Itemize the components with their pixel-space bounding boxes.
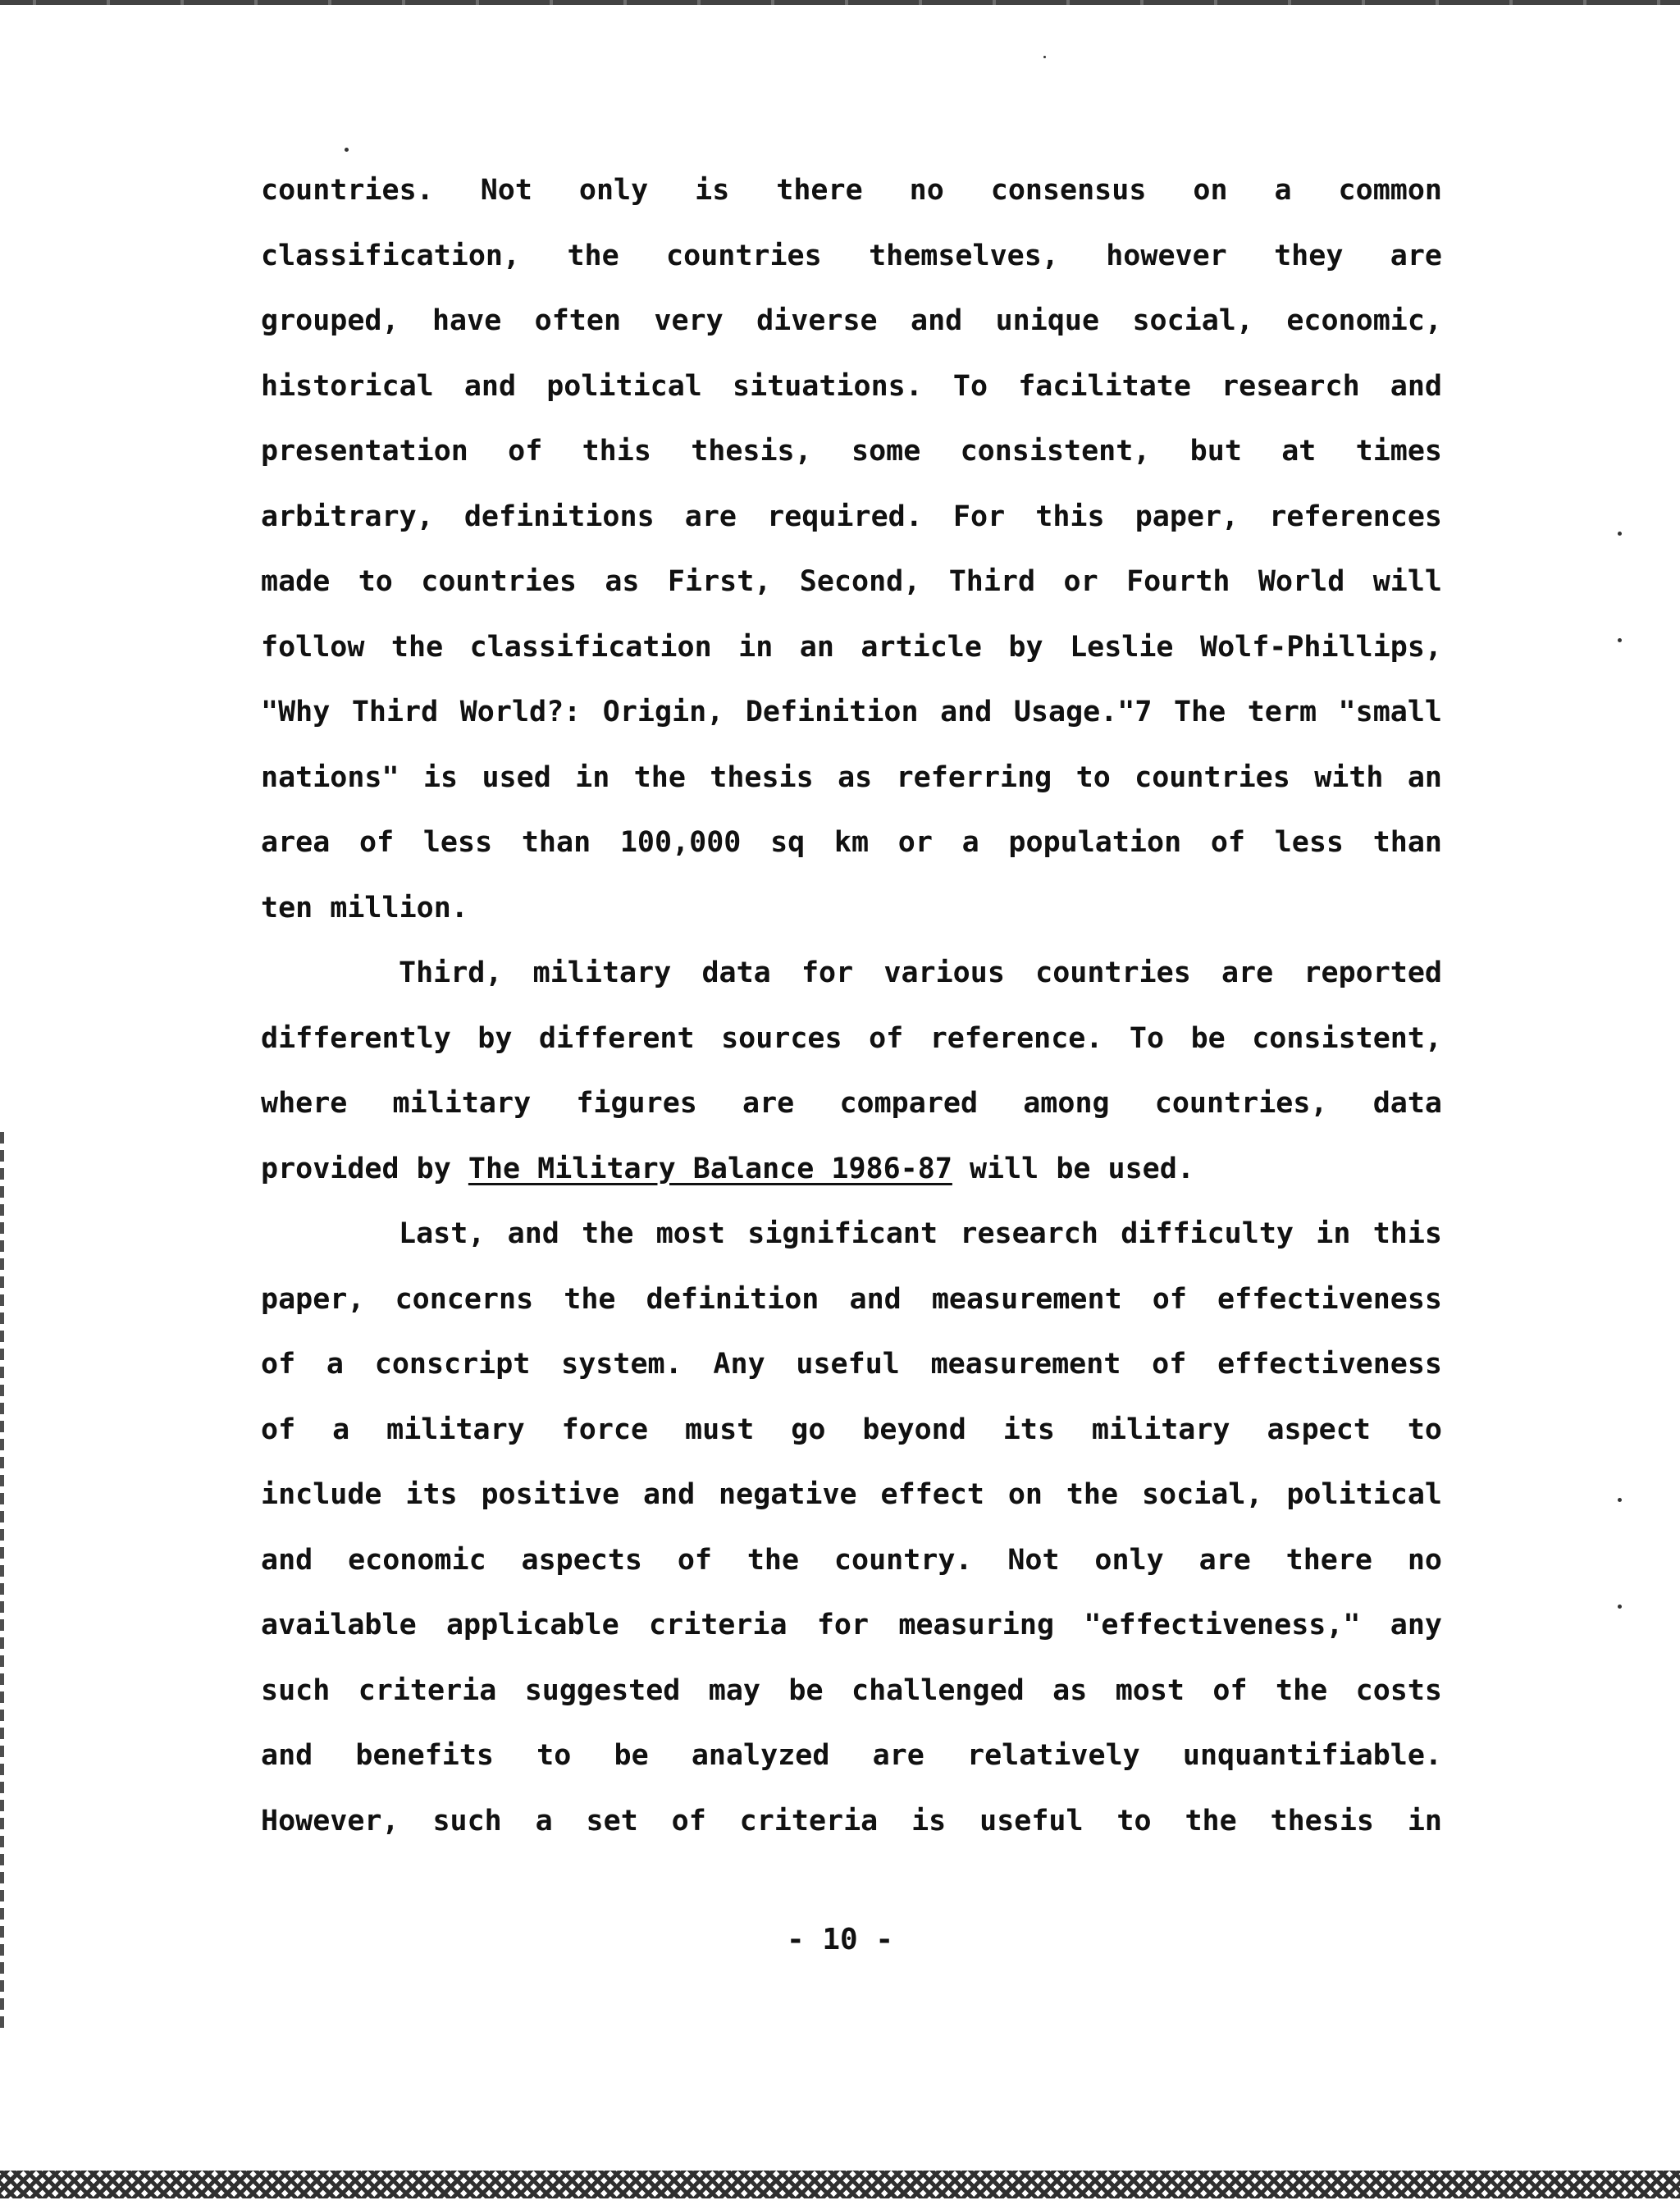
text-line: countries. Not only is there no consensus on a common bbox=[261, 174, 1442, 207]
text-line: such criteria suggested may be challenged as most of the costs bbox=[261, 1673, 1442, 1707]
text-line: historical and political situations. To facilitate research and bbox=[261, 369, 1442, 403]
text-line: include its positive and negative effect on the social, political bbox=[261, 1478, 1442, 1511]
text-fragment: will be used. bbox=[952, 1152, 1194, 1185]
text-line: paper, concerns the definition and measurement of effectiveness bbox=[261, 1282, 1442, 1316]
paragraph-first-line: Third, military data for various countries are reported bbox=[399, 956, 1442, 989]
body-text bbox=[261, 169, 1442, 1865]
scan-speck bbox=[1043, 56, 1046, 58]
scan-top-edge bbox=[0, 0, 1680, 5]
text-line: made to countries as First, Second, Third or Fourth World will bbox=[261, 565, 1442, 598]
text-line: where military figures are compared among countries, data bbox=[261, 1087, 1442, 1120]
text-line-with-title bbox=[261, 1148, 1442, 1213]
text-line: and economic aspects of the country. Not only are there no bbox=[261, 1543, 1442, 1577]
scan-speck bbox=[1618, 1498, 1622, 1502]
text-line: and benefits to be analyzed are relatively unquantifiable. bbox=[261, 1739, 1442, 1772]
text-line: differently by different sources of reference. To be consistent, bbox=[261, 1021, 1442, 1055]
text-line: available applicable criteria for measuring "effectiveness," any bbox=[261, 1609, 1442, 1641]
text-line: ten million. bbox=[261, 891, 468, 924]
paragraph-first-line: Last, and the most significant research difficulty in this bbox=[399, 1217, 1442, 1250]
text-line: nations" is used in the thesis as referring to countries with an bbox=[261, 760, 1442, 794]
text-line: arbitrary, definitions are required. For this paper, references bbox=[261, 500, 1442, 533]
scan-speck bbox=[1618, 532, 1622, 536]
text-line: of a conscript system. Any useful measurement of effectiveness bbox=[261, 1348, 1442, 1381]
scan-bottom-edge bbox=[0, 2171, 1680, 2198]
text-line: area of less than 100,000 sq km or a population of less than bbox=[261, 826, 1442, 859]
scan-left-edge bbox=[0, 1132, 4, 2034]
text-line: of a military force must go beyond its military aspect to bbox=[261, 1413, 1442, 1446]
scan-speck bbox=[345, 148, 349, 152]
text-line: classification, the countries themselves, however they are bbox=[261, 239, 1442, 272]
scan-speck bbox=[1618, 1605, 1622, 1609]
underlined-book-title: The Military Balance 1986-87 bbox=[468, 1152, 952, 1185]
text-line: follow the classification in an article by Leslie Wolf-Phillips, bbox=[261, 630, 1442, 664]
text-line: grouped, have often very diverse and unique social, economic, bbox=[261, 304, 1442, 337]
scan-speck bbox=[1618, 638, 1622, 642]
page-number: - 10 - bbox=[786, 1923, 894, 1956]
text-line: presentation of this thesis, some consistent, but at times bbox=[261, 435, 1442, 468]
text-fragment: provided by bbox=[261, 1152, 468, 1185]
text-line: However, such a set of criteria is useful to the thesis in bbox=[261, 1804, 1442, 1838]
text-line: "Why Third World?: Origin, Definition and Usage."7 The term "small bbox=[261, 696, 1442, 728]
